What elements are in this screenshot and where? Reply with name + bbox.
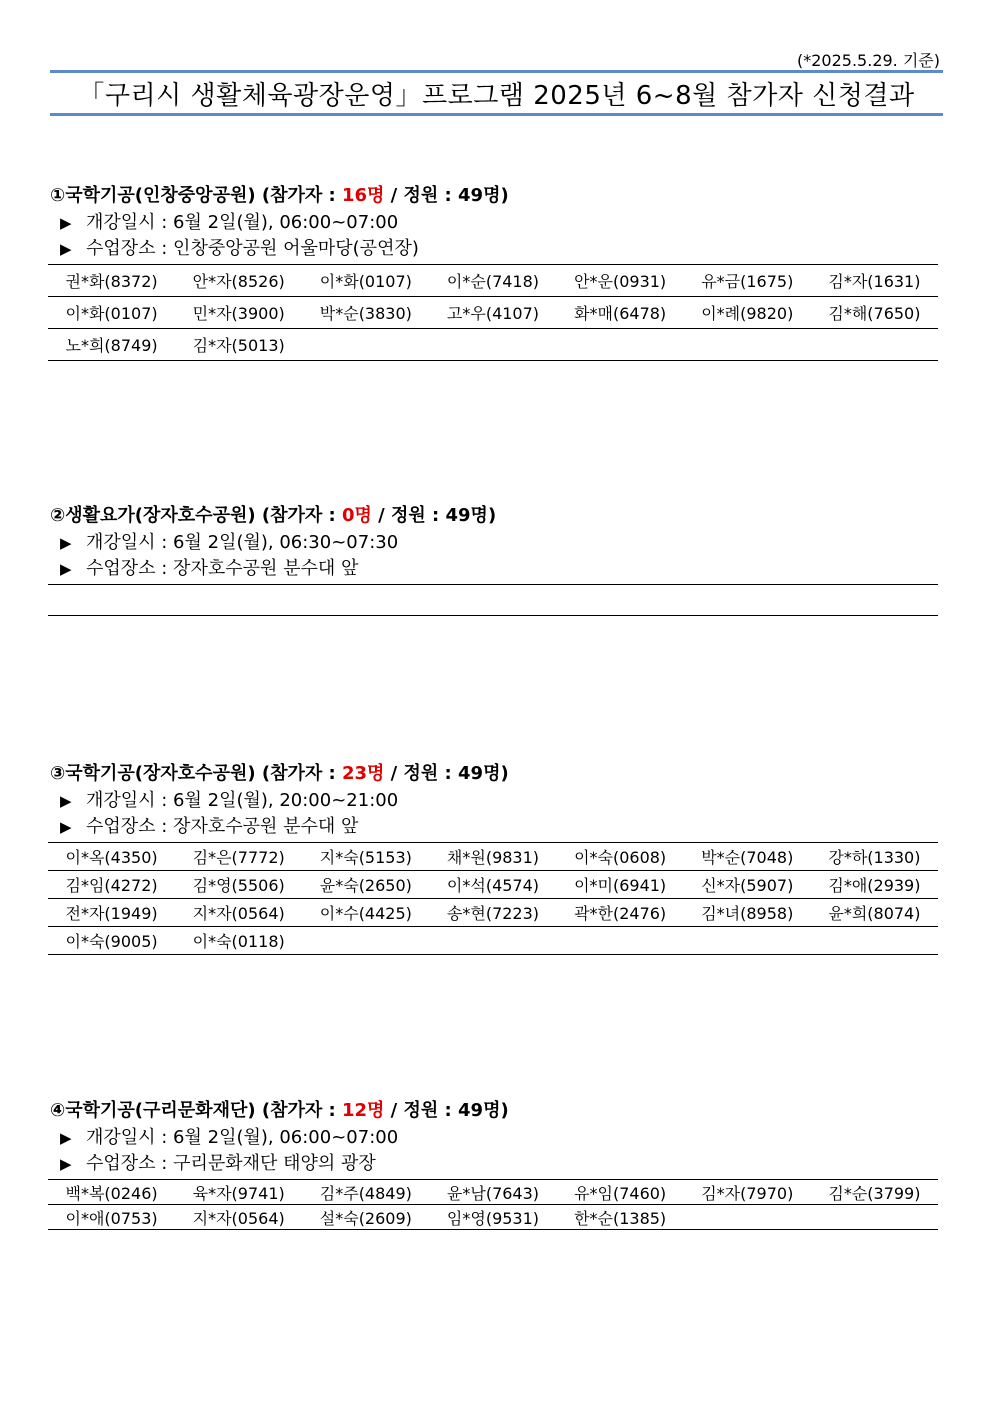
participant-cell: 김*은(7772) — [175, 843, 302, 871]
participant-cell: 고*우(4107) — [429, 297, 556, 329]
section-heading-prefix: ①국학기공(인창중앙공원) (참가자 : — [50, 185, 342, 206]
participant-cell: 김*영(5506) — [175, 871, 302, 899]
section-heading — [50, 502, 938, 530]
participant-cell: 이*애(0753) — [48, 1205, 175, 1230]
participant-cell — [811, 1205, 938, 1230]
participant-cell — [302, 927, 429, 955]
table-row — [48, 329, 938, 361]
participant-cell: 이*화(0107) — [48, 297, 175, 329]
section-heading — [50, 1097, 938, 1125]
arrow-icon: ▶ — [60, 534, 72, 552]
participant-cell: 윤*숙(2650) — [302, 871, 429, 899]
section-1 — [48, 182, 938, 361]
participant-cell — [684, 1205, 811, 1230]
section-3 — [48, 760, 938, 955]
table-row — [48, 843, 938, 871]
section-heading-prefix: ④국학기공(구리문화재단) (참가자 : — [50, 1100, 342, 1121]
participant-count: 23명 — [341, 763, 385, 784]
section-heading-suffix: / 정원 : 49명) — [371, 505, 497, 526]
section-heading — [50, 182, 938, 210]
participant-cell: 임*영(9531) — [429, 1205, 556, 1230]
schedule-text: 개강일시 : 6월 2일(월), 06:00~07:00 — [86, 212, 399, 233]
participant-cell: 전*자(1949) — [48, 899, 175, 927]
empty-participant-table — [48, 584, 938, 616]
participant-cell: 유*금(1675) — [684, 265, 811, 297]
participant-cell: 지*자(0564) — [175, 1205, 302, 1230]
schedule-text: 개강일시 : 6월 2일(월), 06:30~07:30 — [86, 532, 399, 553]
participant-cell: 권*화(8372) — [48, 265, 175, 297]
participant-cell: 이*숙(9005) — [48, 927, 175, 955]
participant-table — [48, 842, 938, 955]
participant-cell: 안*운(0931) — [557, 265, 684, 297]
participant-table — [48, 264, 938, 361]
participant-cell: 김*순(3799) — [811, 1180, 938, 1205]
schedule-line — [60, 530, 938, 556]
schedule-text: 개강일시 : 6월 2일(월), 20:00~21:00 — [86, 790, 399, 811]
location-line — [60, 1151, 938, 1177]
participant-cell — [429, 927, 556, 955]
participant-cell: 김*애(2939) — [811, 871, 938, 899]
participant-cell: 화*매(6478) — [557, 297, 684, 329]
schedule-line — [60, 788, 938, 814]
section-heading-suffix: / 정원 : 49명) — [384, 185, 509, 206]
participant-cell — [811, 927, 938, 955]
participant-count: 12명 — [341, 1100, 385, 1121]
participant-cell — [557, 927, 684, 955]
section-heading-prefix: ③국학기공(장자호수공원) (참가자 : — [50, 763, 342, 784]
section-2 — [48, 502, 938, 616]
section-heading-prefix: ②생활요가(장자호수공원) (참가자 : — [50, 505, 342, 526]
page-title: 「구리시 생활체육광장운영」프로그램 2025년 6~8월 참가자 신청결과 — [50, 70, 943, 116]
participant-cell — [429, 329, 556, 361]
participant-cell: 채*원(9831) — [429, 843, 556, 871]
participant-cell: 김*자(7970) — [684, 1180, 811, 1205]
arrow-icon: ▶ — [60, 214, 72, 232]
participant-cell: 윤*남(7643) — [429, 1180, 556, 1205]
participant-cell: 김*자(1631) — [811, 265, 938, 297]
participant-count: 16명 — [341, 185, 385, 206]
participant-cell: 곽*한(2476) — [557, 899, 684, 927]
table-row — [48, 899, 938, 927]
arrow-icon: ▶ — [60, 792, 72, 810]
reference-date-note: (*2025.5.29. 기준) — [797, 51, 940, 70]
participant-cell: 이*석(4574) — [429, 871, 556, 899]
participant-cell: 송*현(7223) — [429, 899, 556, 927]
participant-cell — [557, 329, 684, 361]
schedule-line — [60, 1125, 938, 1151]
participant-cell: 박*순(7048) — [684, 843, 811, 871]
participant-cell: 김*임(4272) — [48, 871, 175, 899]
table-row — [48, 297, 938, 329]
section-4 — [48, 1097, 938, 1230]
location-text: 수업장소 : 장자호수공원 분수대 앞 — [86, 558, 359, 579]
participant-cell: 강*하(1330) — [811, 843, 938, 871]
section-heading — [50, 760, 938, 788]
table-row — [48, 871, 938, 899]
section-heading-suffix: / 정원 : 49명) — [384, 1100, 509, 1121]
arrow-icon: ▶ — [60, 1155, 72, 1173]
location-text: 수업장소 : 인창중앙공원 어울마당(공연장) — [86, 238, 419, 259]
table-row — [48, 1180, 938, 1205]
table-row — [48, 1205, 938, 1230]
location-text: 수업장소 : 장자호수공원 분수대 앞 — [86, 816, 359, 837]
table-row — [48, 265, 938, 297]
participant-count: 0명 — [341, 505, 372, 526]
participant-cell: 노*희(8749) — [48, 329, 175, 361]
participant-cell: 신*자(5907) — [684, 871, 811, 899]
location-line — [60, 236, 938, 262]
participant-cell: 이*숙(0608) — [557, 843, 684, 871]
location-line — [60, 814, 938, 840]
participant-cell: 이*숙(0118) — [175, 927, 302, 955]
participant-cell: 지*자(0564) — [175, 899, 302, 927]
arrow-icon: ▶ — [60, 818, 72, 836]
participant-cell: 유*임(7460) — [557, 1180, 684, 1205]
participant-cell: 민*자(3900) — [175, 297, 302, 329]
table-row — [48, 927, 938, 955]
participant-cell: 안*자(8526) — [175, 265, 302, 297]
participant-cell: 이*례(9820) — [684, 297, 811, 329]
participant-cell: 이*순(7418) — [429, 265, 556, 297]
participant-cell: 한*순(1385) — [557, 1205, 684, 1230]
participant-cell: 박*순(3830) — [302, 297, 429, 329]
participant-cell: 지*숙(5153) — [302, 843, 429, 871]
participant-cell: 이*화(0107) — [302, 265, 429, 297]
participant-table — [48, 1179, 938, 1230]
schedule-line — [60, 210, 938, 236]
location-line — [60, 556, 938, 582]
participant-cell: 이*옥(4350) — [48, 843, 175, 871]
participant-cell: 이*수(4425) — [302, 899, 429, 927]
arrow-icon: ▶ — [60, 1129, 72, 1147]
participant-cell: 이*미(6941) — [557, 871, 684, 899]
arrow-icon: ▶ — [60, 560, 72, 578]
location-text: 수업장소 : 구리문화재단 태양의 광장 — [86, 1153, 376, 1174]
participant-cell: 설*숙(2609) — [302, 1205, 429, 1230]
participant-cell: 김*자(5013) — [175, 329, 302, 361]
participant-cell: 윤*희(8074) — [811, 899, 938, 927]
arrow-icon: ▶ — [60, 240, 72, 258]
participant-cell: 김*주(4849) — [302, 1180, 429, 1205]
participant-cell: 김*해(7650) — [811, 297, 938, 329]
participant-cell: 백*복(0246) — [48, 1180, 175, 1205]
participant-cell — [684, 329, 811, 361]
participant-cell — [302, 329, 429, 361]
section-heading-suffix: / 정원 : 49명) — [384, 763, 509, 784]
participant-cell: 김*녀(8958) — [684, 899, 811, 927]
participant-cell — [811, 329, 938, 361]
participant-cell: 육*자(9741) — [175, 1180, 302, 1205]
participant-cell — [684, 927, 811, 955]
schedule-text: 개강일시 : 6월 2일(월), 06:00~07:00 — [86, 1127, 399, 1148]
